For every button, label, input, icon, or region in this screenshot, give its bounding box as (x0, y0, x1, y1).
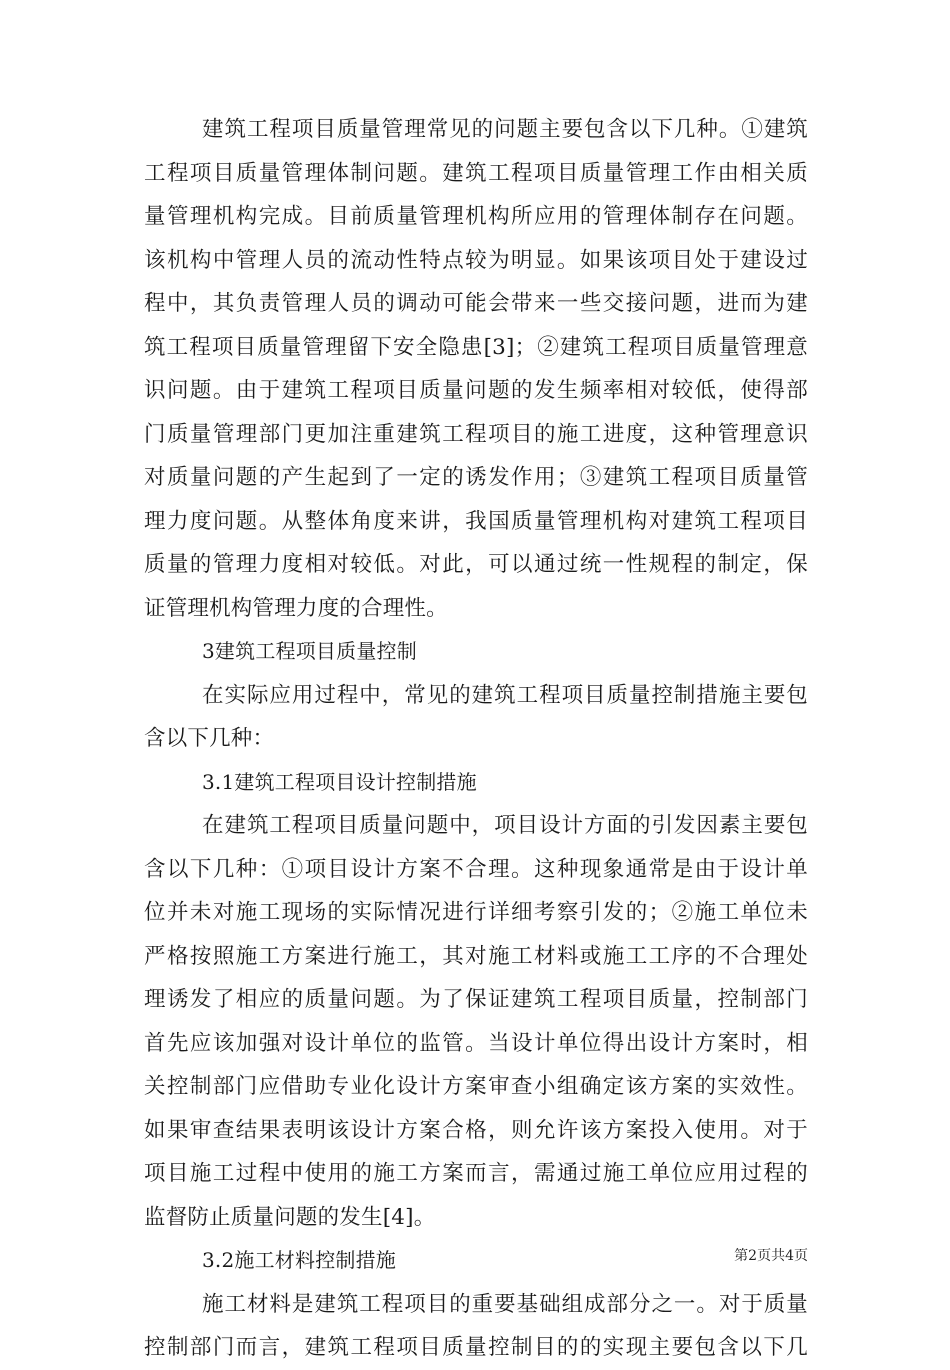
body-text (144, 108, 808, 1370)
paragraph-line: 识问题。由于建筑工程项目质量问题的发生频率相对较低，使得部 (144, 378, 808, 403)
paragraph-line: 控制部门而言，建筑工程项目质量控制目的的实现主要包含以下几 (144, 1335, 808, 1360)
paragraph-line: 理力度问题。从整体角度来讲，我国质量管理机构对建筑工程项目 (144, 508, 808, 534)
paragraph-line: 如果审查结果表明该设计方案合格，则允许该方案投入使用。对于 (144, 1117, 808, 1143)
paragraph-line: 含以下几种：①项目设计方案不合理。这种现象通常是由于设计单 (144, 856, 808, 882)
paragraph-line: 工程项目质量管理体制问题。建筑工程项目质量管理工作由相关质 (144, 160, 808, 186)
paragraph-line: 理诱发了相应的质量问题。为了保证建筑工程项目质量，控制部门 (144, 987, 808, 1012)
paragraph-line: 施工材料是建筑工程项目的重要基础组成部分之一。对于质量 (202, 1291, 808, 1317)
subsection-heading: 3.1建筑工程项目设计控制措施 (202, 769, 477, 794)
paragraph-line: 质量的管理力度相对较低。对此，可以通过统一性规程的制定，保 (144, 552, 808, 577)
paragraph-line: 含以下几种： (144, 726, 275, 751)
paragraph-line: 严格按照施工方案进行施工，其对施工材料或施工工序的不合理处 (144, 943, 808, 969)
paragraph-line: 在实际应用过程中，常见的建筑工程项目质量控制措施主要包 (202, 682, 808, 708)
paragraph-line: 关控制部门应借助专业化设计方案审查小组确定该方案的实效性。 (144, 1074, 808, 1099)
paragraph-line: 筑工程项目质量管理留下安全隐患[3]；②建筑工程项目质量管理意 (144, 334, 808, 360)
subsection-heading: 3.2施工材料控制措施 (202, 1248, 397, 1272)
paragraph-line: 门质量管理部门更加注重建筑工程项目的施工进度，这种管理意识 (144, 421, 808, 447)
paragraph-line: 首先应该加强对设计单位的监管。当设计单位得出设计方案时，相 (144, 1030, 808, 1056)
paragraph-line: 对质量问题的产生起到了一定的诱发作用；③建筑工程项目质量管 (144, 465, 808, 490)
paragraph-line: 项目施工过程中使用的施工方案而言，需通过施工单位应用过程的 (144, 1161, 808, 1186)
paragraph-line: 证管理机构管理力度的合理性。 (144, 595, 448, 621)
section-heading: 3建筑工程项目质量控制 (202, 639, 417, 663)
paragraph-line: 监督防止质量问题的发生[4]。 (144, 1204, 436, 1230)
paragraph-line: 在建筑工程项目质量问题中，项目设计方面的引发因素主要包 (202, 813, 808, 838)
paragraph-line: 位并未对施工现场的实际情况进行详细考察引发的；②施工单位未 (144, 900, 808, 925)
paragraph-line: 量管理机构完成。目前质量管理机构所应用的管理体制存在问题。 (144, 204, 808, 229)
paragraph-line: 该机构中管理人员的流动性特点较为明显。如果该项目处于建设过 (144, 247, 808, 273)
paragraph-line: 程中，其负责管理人员的调动可能会带来一些交接问题，进而为建 (144, 291, 808, 316)
page-number: 第2页共4页 (734, 1248, 808, 1264)
paragraph-line: 建筑工程项目质量管理常见的问题主要包含以下几种。①建筑 (202, 117, 808, 142)
